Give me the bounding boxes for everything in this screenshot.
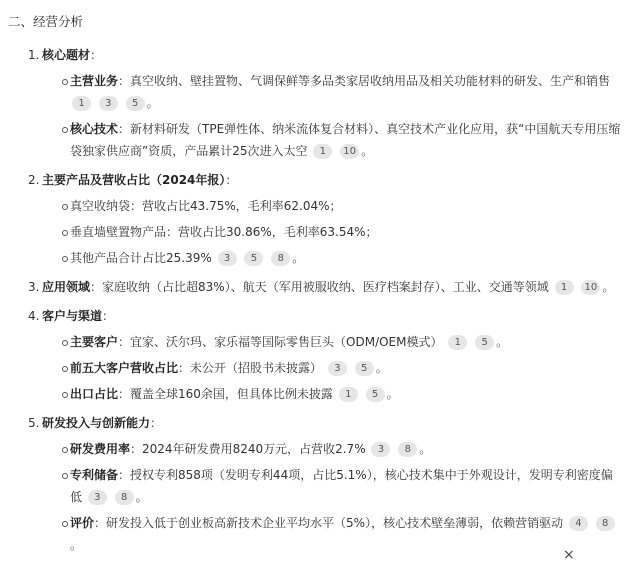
item-number: 4. xyxy=(28,309,40,323)
section-item: 5. 研发投入与创新能力： 研发费用率：2024年研发费用8240万元，占营收2.7% 3 8 。 专利储备：授权专利858项（发明专利44项，占比5.1%），核心技术集中于外观设计，发明专利密度偏低 3 8 。 评价：研发投入低于创业板高新技术企业平均水平（5%），核心技术壁垒薄弱，依赖营销驱动 4 8。 xyxy=(8,412,632,556)
sub-text: 未公开（招股书未披露） xyxy=(190,361,323,375)
item-number: 3. xyxy=(28,280,40,294)
sub-list xyxy=(42,195,632,269)
sub-label: 研发费用率 xyxy=(70,442,131,456)
sub-item: 核心技术：新材料研发（TPE弹性体、纳米流体复合材料）、真空技术产业化应用，获“中国航天专用压缩袋独家供应商”资质，产品累计25次进入太空 1 10 。 xyxy=(42,118,632,162)
citation-badge[interactable]: 3 xyxy=(328,361,347,376)
item-number: 5. xyxy=(28,416,40,430)
sub-text: 真空收纳袋：营收占比43.75%，毛利率62.04%； xyxy=(70,199,342,213)
sub-item: 研发费用率：2024年研发费用8240万元，占营收2.7% 3 8 。 xyxy=(42,438,632,460)
sub-text: 宜家、沃尔玛、家乐福等国际零售巨头（ODM/OEM模式） xyxy=(130,335,443,349)
citation-badge[interactable]: 5 xyxy=(366,387,385,402)
item-number: 2. xyxy=(28,173,40,187)
sub-text: 研发投入低于创业板高新技术企业平均水平（5%），核心技术壁垒薄弱，依赖营销驱动 xyxy=(106,516,564,530)
sub-label: 专利储备 xyxy=(70,468,119,482)
citation-badge[interactable]: 4 xyxy=(569,516,588,531)
citation-badge[interactable]: 3 xyxy=(88,490,107,505)
sub-label: 主营业务 xyxy=(70,74,119,88)
item-title: 主要产品及营收占比（2024年报） xyxy=(42,173,226,187)
close-icon[interactable]: × xyxy=(563,547,575,563)
sub-item: 主营业务：真空收纳、壁挂置物、气调保鲜等多品类家居收纳用品及相关功能材料的研发、生产和销售 1 3 5 。 xyxy=(42,70,632,114)
citation-badge[interactable]: 8 xyxy=(115,490,134,505)
section-item: 1. 核心题材： 主营业务：真空收纳、壁挂置物、气调保鲜等多品类家居收纳用品及相关功能材料的研发、生产和销售 1 3 5 。 核心技术：新材料研发（TPE弹性体、纳米流体复合材料）、真空技术产业化应用，获“中国航天专用压缩袋独家供应商”资质，产品累计25次进入太空 1 10 。 xyxy=(8,44,632,162)
sub-label: 出口占比 xyxy=(70,387,119,401)
citation-badge[interactable]: 3 xyxy=(99,96,118,111)
citation-badge[interactable]: 5 xyxy=(355,361,374,376)
item-title: 研发投入与创新能力 xyxy=(42,416,151,430)
citation-badge[interactable]: 8 xyxy=(596,516,615,531)
sub-item xyxy=(42,221,632,243)
citation-badge[interactable]: 10 xyxy=(581,280,600,295)
citation-badge[interactable]: 5 xyxy=(475,335,494,350)
sub-item: 专利储备：授权专利858项（发明专利44项，占比5.1%），核心技术集中于外观设计，发明专利密度偏低 3 8 。 xyxy=(42,464,632,508)
citation-badge[interactable]: 1 xyxy=(72,96,91,111)
sub-label: 前五大客户营收占比 xyxy=(70,361,179,375)
sub-label: 主要客户 xyxy=(70,335,119,349)
citation-badge[interactable]: 1 xyxy=(555,280,574,295)
citation-badge[interactable]: 8 xyxy=(398,442,417,457)
sub-list xyxy=(42,70,632,162)
section-item: 3. 应用领域：家庭收纳（占比超83%）、航天（军用被服收纳、医疗档案封存）、工业、交通等领域 1 10 。 xyxy=(8,276,632,298)
sub-text: 其他产品合计占比25.39% xyxy=(70,251,212,265)
sub-list xyxy=(42,438,632,556)
citation-badge[interactable]: 3 xyxy=(371,442,390,457)
sub-text: 真空收纳、壁挂置物、气调保鲜等多品类家居收纳用品及相关功能材料的研发、生产和销售 xyxy=(130,74,611,88)
citation-badge[interactable]: 1 xyxy=(339,387,358,402)
sub-label: 核心技术 xyxy=(70,122,119,136)
sub-item: 评价：研发投入低于创业板高新技术企业平均水平（5%），核心技术壁垒薄弱，依赖营销驱动 4 8。 xyxy=(42,512,632,556)
citation-badge[interactable]: 1 xyxy=(313,144,332,159)
sub-item: 前五大客户营收占比：未公开（招股书未披露） 3 5 。 xyxy=(42,357,632,379)
item-text: 家庭收纳（占比超83%）、航天（军用被服收纳、医疗档案封存）、工业、交通等领域 xyxy=(102,280,549,294)
sub-item: 主要客户：宜家、沃尔玛、家乐福等国际零售巨头（ODM/OEM模式） 1 5 。 xyxy=(42,331,632,353)
citation-badge[interactable]: 1 xyxy=(448,335,467,350)
item-number: 1. xyxy=(28,48,40,62)
sub-label: 评价 xyxy=(70,516,95,530)
sub-text: 2024年研发费用8240万元，占营收2.7% xyxy=(142,442,366,456)
sub-item xyxy=(42,195,632,217)
item-title: 应用领域 xyxy=(42,280,91,294)
citation-badge[interactable]: 3 xyxy=(218,251,237,266)
analysis-list xyxy=(8,44,632,556)
citation-badge[interactable]: 5 xyxy=(244,251,263,266)
content-area xyxy=(8,12,632,563)
sub-text: 授权专利858项（发明专利44项，占比5.1%），核心技术集中于外观设计，发明专利密度偏低 xyxy=(70,468,613,504)
section-title: 二、经营分析 xyxy=(8,14,84,29)
item-title: 客户与渠道 xyxy=(42,309,103,323)
citation-badge[interactable]: 8 xyxy=(271,251,290,266)
section-item: 4. 客户与渠道： 主要客户：宜家、沃尔玛、家乐福等国际零售巨头（ODM/OEM模式） 1 5 。 前五大客户营收占比：未公开（招股书未披露） 3 5 。 出口占比：覆盖全球160余国，但具体比例未披露 1 5 。 xyxy=(8,305,632,405)
sub-list xyxy=(42,331,632,405)
citation-badge[interactable]: 10 xyxy=(340,144,359,159)
sub-text: 覆盖全球160余国，但具体比例未披露 xyxy=(130,387,333,401)
citation-badge[interactable]: 5 xyxy=(126,96,145,111)
sub-item: 其他产品合计占比25.39% 3 5 8 。 xyxy=(42,247,632,269)
section-item: 2. 主要产品及营收占比（2024年报）： 真空收纳袋：营收占比43.75%，毛利率62.04%； 垂直墙壁置物产品：营收占比30.86%，毛利率63.54%； 其他产品合计占比25.39% 3 5 8 。 xyxy=(8,169,632,269)
item-title: 核心题材 xyxy=(42,48,91,62)
sub-text: 垂直墙壁置物产品：营收占比30.86%，毛利率63.54%； xyxy=(70,225,378,239)
sub-text: 新材料研发（TPE弹性体、纳米流体复合材料）、真空技术产业化应用，获“中国航天专用压缩袋独家供应商”资质，产品累计25次进入太空 xyxy=(70,122,621,158)
sub-item: 出口占比：覆盖全球160余国，但具体比例未披露 1 5 。 xyxy=(42,383,632,405)
